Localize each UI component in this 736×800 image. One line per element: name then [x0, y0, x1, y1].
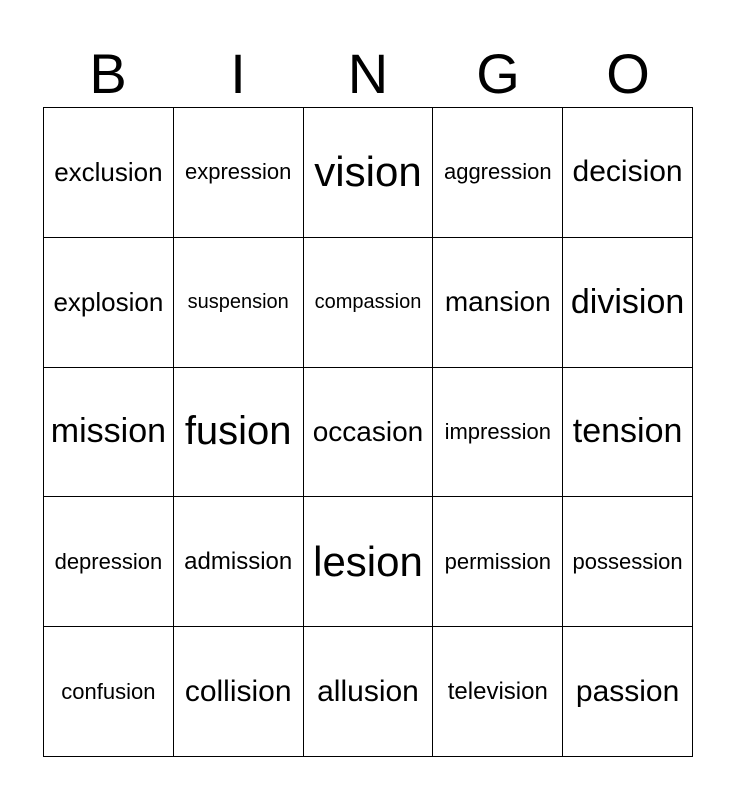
cell-word: admission	[184, 547, 293, 575]
bingo-cell[interactable]	[44, 627, 174, 757]
bingo-cell[interactable]	[304, 497, 434, 627]
bingo-cell[interactable]	[433, 108, 563, 238]
cell-word: mansion	[444, 286, 551, 318]
cell-word: vision	[314, 148, 422, 196]
bingo-cell[interactable]	[174, 497, 304, 627]
bingo-cell[interactable]	[44, 108, 174, 238]
cell-word: occasion	[312, 415, 424, 447]
cell-word: explosion	[53, 286, 164, 317]
cell-word: mission	[50, 412, 167, 451]
bingo-cell[interactable]	[563, 497, 693, 627]
header-letter-i: I	[230, 42, 246, 105]
bingo-cell[interactable]	[563, 108, 693, 238]
cell-word: lesion	[313, 537, 423, 585]
cell-word: compassion	[314, 290, 422, 313]
cell-word: fusion	[184, 409, 292, 454]
bingo-cell[interactable]	[174, 238, 304, 368]
cell-word: permission	[444, 548, 551, 574]
bingo-cell[interactable]	[563, 627, 693, 757]
bingo-cell[interactable]	[433, 368, 563, 498]
bingo-cell[interactable]	[433, 627, 563, 757]
cell-word: expression	[185, 159, 292, 185]
bingo-cell[interactable]	[304, 368, 434, 498]
bingo-header	[43, 44, 693, 104]
bingo-cell[interactable]	[304, 108, 434, 238]
cell-word: possession	[572, 548, 683, 574]
bingo-cell[interactable]	[174, 368, 304, 498]
cell-word: confusion	[61, 678, 156, 704]
cell-word: impression	[444, 418, 551, 444]
cell-word: collision	[184, 674, 292, 708]
header-letter-g: G	[476, 42, 520, 105]
cell-word: television	[447, 677, 548, 705]
bingo-card-grid	[43, 107, 693, 757]
cell-word: tension	[572, 412, 683, 451]
cell-word: suspension	[187, 290, 289, 313]
bingo-cell[interactable]	[304, 627, 434, 757]
bingo-cell[interactable]	[304, 238, 434, 368]
bingo-cell[interactable]	[433, 497, 563, 627]
cell-word: decision	[572, 155, 683, 189]
bingo-cell[interactable]	[174, 627, 304, 757]
cell-word: allusion	[317, 674, 419, 708]
cell-word: exclusion	[54, 156, 163, 187]
header-letter-n: N	[347, 42, 389, 105]
bingo-cell[interactable]	[44, 238, 174, 368]
cell-word: division	[570, 282, 685, 321]
header-letter-o: O	[606, 42, 650, 105]
bingo-cell[interactable]	[563, 368, 693, 498]
cell-word: aggression	[443, 159, 552, 185]
header-letter-b: B	[89, 42, 127, 105]
cell-word: passion	[575, 674, 680, 708]
bingo-cell[interactable]	[563, 238, 693, 368]
bingo-cell[interactable]	[44, 497, 174, 627]
cell-word: depression	[54, 548, 163, 574]
bingo-cell[interactable]	[433, 238, 563, 368]
bingo-cell[interactable]	[44, 368, 174, 498]
bingo-cell[interactable]	[174, 108, 304, 238]
